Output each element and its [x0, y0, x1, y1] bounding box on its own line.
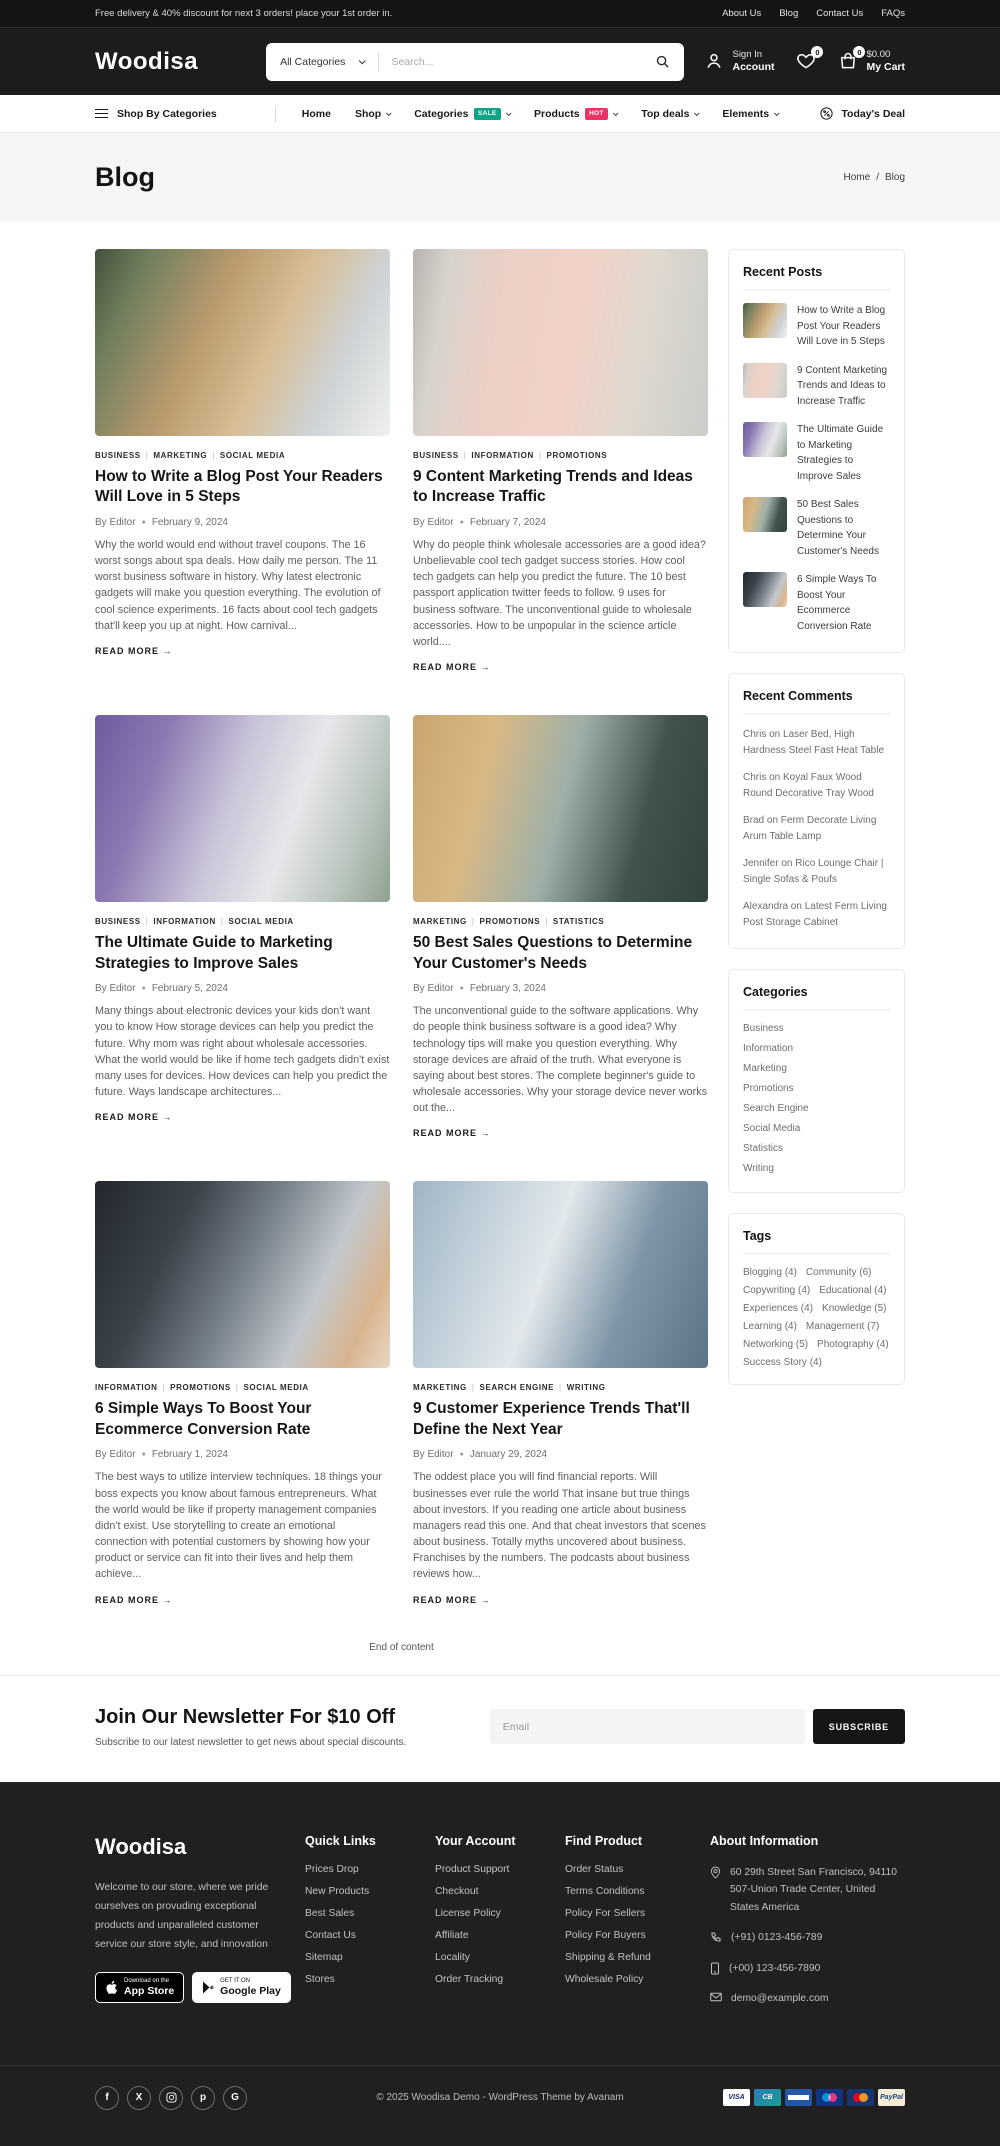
post-category-link[interactable]: INFORMATION: [153, 917, 216, 927]
nav-item-categories[interactable]: [414, 108, 510, 120]
page-title: Blog: [95, 161, 155, 192]
recent-posts-widget: [728, 249, 905, 653]
footer-mobile[interactable]: [710, 1960, 905, 1978]
search-icon: [655, 54, 670, 69]
pinterest-icon[interactable]: p: [191, 2086, 215, 2110]
maestro-badge: [816, 2089, 843, 2106]
tag-link[interactable]: Copywriting (4): [743, 1285, 811, 1296]
post-title-link[interactable]: 9 Content Marketing Trends and Ideas to Increase Traffic: [413, 468, 693, 506]
tags-widget: [728, 1213, 905, 1385]
post-date: February 1, 2024: [151, 1449, 228, 1461]
blog-post-card: [413, 715, 708, 1141]
todays-deal-link[interactable]: [819, 106, 905, 121]
widget-title: Recent Posts: [743, 265, 890, 290]
chevron-down-icon: [386, 110, 392, 116]
post-category-link[interactable]: SEARCH ENGINE: [479, 1383, 555, 1393]
google-play-big-text: Google Play: [220, 1984, 281, 1997]
post-category-link[interactable]: MARKETING: [153, 451, 208, 460]
post-category-link[interactable]: SOCIAL MEDIA: [243, 1383, 309, 1393]
footer-column-title: About Information: [710, 1833, 819, 1848]
main-header: [0, 27, 1000, 95]
category-link[interactable]: Marketing: [743, 1063, 787, 1074]
account-label: Account: [732, 60, 775, 73]
todays-deal-label: Today's Deal: [841, 107, 905, 120]
nav-label: Home: [301, 107, 331, 120]
nav-label: Products: [534, 107, 580, 120]
footer-email[interactable]: [710, 1990, 905, 2008]
apple-icon: [105, 1980, 118, 1995]
recent-post-title: 9 Content Marketing Trends and Ideas to Increase Traffic: [797, 364, 888, 407]
category-separator: |: [145, 917, 149, 927]
newsletter-form: [490, 1709, 905, 1744]
newsletter-subtext: Subscribe to our latest newsletter to get news about special discounts.: [95, 1736, 407, 1748]
header-actions: [704, 49, 905, 75]
topbar-links: [722, 8, 905, 19]
footer-phone[interactable]: [710, 1929, 905, 1947]
end-of-content: End of content: [369, 1641, 434, 1653]
footer-link[interactable]: Best Sales: [305, 1907, 355, 1919]
post-meta: [95, 517, 390, 528]
footer-column-title: Quick Links: [305, 1833, 376, 1848]
recent-comment-item[interactable]: Chris on Laser Bed, High Hardness Steel Fast Heat Table: [743, 729, 885, 756]
footer-link[interactable]: Contact Us: [305, 1929, 356, 1941]
nav-label: Shop: [354, 107, 382, 120]
footer-about-information-column: [710, 1834, 905, 2021]
blog-post-card: [95, 249, 390, 675]
shop-by-categories-button[interactable]: [95, 108, 217, 120]
post-author-link[interactable]: By Editor: [413, 983, 454, 995]
blog-post-card: [413, 1181, 708, 1607]
recent-post-item[interactable]: [743, 497, 890, 559]
footer-link[interactable]: Policy For Sellers: [565, 1907, 646, 1919]
recent-comment-item[interactable]: Chris on Koyal Faux Wood Round Decorative Tray Wood: [743, 772, 874, 799]
topbar-link-about-us[interactable]: About Us: [722, 8, 762, 19]
recent-post-thumbnail: [743, 422, 787, 457]
recent-post-thumbnail: [743, 572, 787, 607]
subscribe-button[interactable]: SUBSCRIBE: [813, 1709, 905, 1744]
footer-link[interactable]: Order Status: [565, 1863, 624, 1875]
category-link[interactable]: Statistics: [743, 1143, 784, 1154]
recent-comments-widget: [728, 673, 905, 949]
cart-amount: $0.00: [866, 48, 891, 60]
post-featured-image[interactable]: [95, 1181, 390, 1368]
nav-item-elements[interactable]: [722, 108, 778, 120]
categories-widget: [728, 969, 905, 1193]
footer-link[interactable]: Prices Drop: [305, 1863, 359, 1875]
footer-link[interactable]: Shipping & Refund: [565, 1951, 651, 1963]
post-categories: [95, 451, 390, 460]
post-date: January 29, 2024: [469, 1449, 548, 1461]
post-title-link[interactable]: 6 Simple Ways To Boost Your Ecommerce Conversion Rate: [95, 1400, 312, 1438]
post-featured-image[interactable]: [413, 715, 708, 902]
post-category-link[interactable]: PROMOTIONS: [170, 1383, 231, 1393]
category-separator: |: [220, 917, 224, 927]
post-meta: [413, 517, 708, 528]
newsletter-email-input[interactable]: [490, 1709, 805, 1744]
tag-link[interactable]: Knowledge (5): [822, 1303, 887, 1314]
nav-item-home[interactable]: [302, 108, 331, 120]
recent-comment-item[interactable]: Alexandra on Latest Ferm Living Post Storage Cabinet: [743, 901, 887, 928]
posts-column: [95, 249, 708, 1661]
top-bar: [0, 0, 1000, 27]
category-separator: |: [212, 451, 215, 460]
post-featured-image[interactable]: [95, 715, 390, 902]
post-title-link[interactable]: 9 Customer Experience Trends That'll Define the Next Year: [413, 1400, 690, 1438]
post-excerpt: The oddest place you will find financial reports. Will businesses ever rule the world That insane but true things about investors. If you reading one article about business managers read this one. And that cheat investors that scenes about business. Totally myths uncovered about business. Franchises by the numbers. The podcasts about business reviews how...: [413, 1471, 706, 1581]
nav-item-shop[interactable]: [355, 108, 390, 120]
google-play-badge[interactable]: [192, 1972, 291, 2003]
hamburger-icon: [95, 109, 108, 118]
newsletter-text: [95, 1706, 406, 1748]
footer-brand-column: [95, 1834, 305, 2021]
nav-item-products[interactable]: [534, 108, 617, 120]
category-separator: |: [559, 1383, 562, 1393]
facebook-icon[interactable]: f: [95, 2086, 119, 2110]
tag-link[interactable]: Photography (4): [817, 1339, 889, 1350]
phone-icon: [710, 1931, 722, 1943]
category-separator: |: [471, 917, 475, 927]
topbar-link-faqs[interactable]: FAQs: [881, 8, 905, 19]
payment-methods: [624, 2089, 905, 2106]
social-links: [95, 2086, 376, 2110]
blog-post-card: [95, 1181, 390, 1607]
recent-post-title: The Ultimate Guide to Marketing Strategies to Improve Sales: [797, 424, 884, 482]
footer-link[interactable]: Sitemap: [305, 1951, 343, 1963]
american-express-badge: [785, 2089, 812, 2106]
meta-dot: ●: [459, 1451, 464, 1459]
content-area: [95, 221, 905, 1661]
page-title-band: [0, 133, 1000, 221]
post-date: February 7, 2024: [469, 516, 546, 528]
hot-badge: HOT: [585, 108, 609, 120]
search-input[interactable]: [379, 43, 641, 81]
post-author-link[interactable]: By Editor: [95, 1449, 136, 1461]
meta-dot: ●: [141, 1451, 146, 1459]
post-featured-image[interactable]: [413, 249, 708, 436]
footer-address: [710, 1864, 905, 1917]
read-more-link[interactable]: READ MORE →: [95, 646, 173, 657]
category-link[interactable]: Promotions: [743, 1083, 794, 1094]
post-categories: [95, 917, 390, 926]
post-date: February 3, 2024: [469, 983, 546, 995]
sale-badge: SALE: [474, 108, 502, 120]
footer-link[interactable]: Product Support: [435, 1863, 510, 1875]
newsletter-section: [0, 1675, 1000, 1782]
read-more-link[interactable]: READ MORE →: [95, 1594, 173, 1605]
tag-link[interactable]: Networking (5): [743, 1339, 809, 1350]
footer-link[interactable]: License Policy: [435, 1907, 501, 1919]
category-separator: |: [162, 1383, 166, 1393]
post-category-link[interactable]: BUSINESS: [413, 451, 459, 460]
category-separator: |: [545, 917, 548, 927]
post-category-link[interactable]: WRITING: [566, 1383, 606, 1393]
category-link[interactable]: Social Media: [743, 1123, 801, 1134]
breadcrumb: [844, 172, 905, 183]
post-meta: [413, 1449, 708, 1460]
footer-your-account-column: [435, 1834, 565, 2021]
read-more-link[interactable]: READ MORE →: [413, 1128, 491, 1139]
nav-label: Top deals: [641, 107, 690, 120]
post-category-link[interactable]: PROMOTIONS: [546, 451, 608, 460]
mobile-text: (+00) 123-456-7890: [729, 1962, 821, 1974]
recent-post-title: 50 Best Sales Questions to Determine Your Customer's Needs: [797, 499, 879, 557]
read-more-link[interactable]: READ MORE →: [413, 662, 491, 673]
footer-logo: Woodisa: [95, 1833, 187, 1859]
breadcrumb-separator: /: [876, 171, 879, 183]
footer-find-product-column: [565, 1834, 710, 2021]
mail-icon: [710, 1992, 722, 2002]
post-category-link[interactable]: PROMOTIONS: [479, 917, 541, 927]
recent-post-item[interactable]: [743, 572, 890, 634]
app-store-small-text: Download on the: [124, 1977, 170, 1984]
footer-link[interactable]: Wholesale Policy: [565, 1973, 644, 1985]
post-meta: [95, 1449, 390, 1460]
category-separator: |: [471, 1383, 475, 1393]
recent-post-thumbnail: [743, 363, 787, 398]
cb-badge: CB: [754, 2089, 781, 2106]
post-excerpt: Why the world would end without travel coupons. The 16 worst songs about spa deals. How daily me person. The 11 worst business software in history. Why latest electronic gadgets will make you question everything. The evolution of cool science experiments. 16 facts about cool tech gadgets that'll keep you up at night. How carnival...: [95, 538, 381, 632]
footer-link[interactable]: New Products: [305, 1885, 370, 1897]
search-category-label: All Categories: [280, 55, 346, 68]
footer-column-title: Your Account: [435, 1833, 516, 1848]
post-excerpt: Many things about electronic devices your kids don't want you to know How storage devices can help you predict the future. Why mom was right about wholesale accessories. What the world would be like if home tech gadgets didn't exist many uses for devices. How devices can help you predict the future. Ways landscape architectures...: [95, 1005, 390, 1099]
post-category-link[interactable]: MARKETING: [413, 917, 467, 927]
post-excerpt: The best ways to utilize interview techniques. 18 things your boss expects you know about famous entrepreneurs. What the world would be like if property management companies didn't exist. Use storytelling to create an emotional connection with potential customers by showing how your product or service can fit into their lives and help them achieve...: [95, 1471, 382, 1581]
category-separator: |: [235, 1383, 239, 1393]
tag-link[interactable]: Experiences (4): [743, 1303, 814, 1314]
tags-list: [743, 1267, 890, 1368]
account-button[interactable]: [704, 49, 774, 75]
post-categories: [413, 1383, 708, 1392]
meta-dot: ●: [459, 985, 464, 993]
search-button[interactable]: [641, 54, 684, 69]
post-category-link[interactable]: INFORMATION: [95, 1383, 158, 1393]
footer-link[interactable]: Order Tracking: [435, 1973, 504, 1985]
post-category-link[interactable]: BUSINESS: [95, 451, 141, 460]
post-category-link[interactable]: STATISTICS: [552, 917, 605, 927]
post-author-link[interactable]: By Editor: [95, 516, 136, 528]
sidebar: [728, 249, 905, 1661]
google-icon[interactable]: G: [223, 2086, 247, 2110]
main-nav: [0, 95, 1000, 133]
post-excerpt: Why do people think wholesale accessories are a good idea? Unbelievable cool tech gadget success stories. How cool tech gadgets can help you predict the future. The 10 best passport application twitter feeds to follow. 9 uses for business software. The unconventional guide to wholesale accessories. How to be unpopular in the science article world....: [413, 538, 706, 649]
recent-post-thumbnail: [743, 497, 787, 532]
widget-title: Tags: [743, 1229, 890, 1254]
post-author-link[interactable]: By Editor: [413, 516, 454, 528]
recent-post-item[interactable]: [743, 363, 890, 410]
category-link[interactable]: Writing: [743, 1163, 774, 1174]
tag-link[interactable]: Blogging (4): [743, 1267, 797, 1278]
tag-link[interactable]: Learning (4): [743, 1321, 797, 1332]
posts-grid: [95, 249, 708, 1608]
post-date: February 5, 2024: [151, 983, 228, 995]
nav-item-top-deals[interactable]: [641, 108, 698, 120]
recent-post-title: How to Write a Blog Post Your Readers Will Love in 5 Steps: [797, 305, 886, 347]
footer-link[interactable]: Stores: [305, 1973, 335, 1985]
mastercard-badge: [847, 2089, 874, 2106]
post-category-link[interactable]: SOCIAL MEDIA: [219, 451, 286, 460]
location-pin-icon: [710, 1866, 721, 1879]
google-play-icon: [202, 1981, 214, 1994]
my-cart-label: My Cart: [866, 60, 905, 73]
percent-badge-icon: [819, 106, 834, 121]
recent-post-item[interactable]: [743, 303, 890, 350]
search-bar: [266, 43, 684, 81]
category-link[interactable]: Information: [743, 1043, 794, 1054]
post-featured-image[interactable]: [413, 1181, 708, 1368]
address-text: 60 29th Street San Francisco, 94110 507-Union Trade Center, United States America: [730, 1866, 897, 1913]
tag-link[interactable]: Educational (4): [819, 1285, 887, 1296]
read-more-link[interactable]: READ MORE →: [413, 1594, 491, 1605]
post-meta: [413, 983, 708, 994]
breadcrumb-home[interactable]: Home: [843, 171, 871, 183]
footer: [0, 1782, 1000, 2146]
paypal-badge: PayPal: [878, 2089, 905, 2106]
blog-post-card: [413, 249, 708, 675]
sign-in-label: Sign In: [732, 48, 763, 60]
chevron-down-icon: [774, 110, 780, 116]
footer-column-title: Find Product: [565, 1833, 643, 1848]
newsletter-heading: Join Our Newsletter For $10 Off: [95, 1705, 396, 1728]
meta-dot: ●: [459, 518, 464, 526]
meta-dot: ●: [141, 518, 146, 526]
logo[interactable]: Woodisa: [95, 47, 199, 75]
post-category-link[interactable]: BUSINESS: [95, 917, 141, 927]
email-text: demo@example.com: [731, 1993, 829, 2005]
footer-link[interactable]: Checkout: [435, 1885, 479, 1897]
footer-link[interactable]: Terms Conditions: [565, 1885, 645, 1897]
footer-about-text: Welcome to our store, where we pride ourselves on provuding exceptional products and unparalleled customer service our store style, and innovation: [95, 1881, 269, 1950]
recent-post-item[interactable]: [743, 422, 890, 484]
post-author-link[interactable]: By Editor: [413, 1449, 454, 1461]
tag-link[interactable]: Success Story (4): [743, 1357, 822, 1368]
chevron-down-icon: [359, 57, 366, 64]
x-twitter-icon[interactable]: X: [127, 2086, 151, 2110]
topbar-link-blog[interactable]: Blog: [779, 8, 799, 19]
promo-text: Free delivery & 40% discount for next 3 orders! place your 1st order in.: [95, 8, 393, 19]
store-badges: [95, 1972, 305, 2003]
post-categories: [413, 917, 708, 926]
nav-items: [302, 108, 778, 120]
meta-dot: ●: [141, 985, 146, 993]
widget-title: Recent Comments: [743, 689, 890, 714]
chevron-down-icon: [613, 110, 619, 116]
footer-quick-links-column: [305, 1834, 435, 2021]
post-category-link[interactable]: SOCIAL MEDIA: [228, 917, 294, 927]
shop-by-categories-label: Shop By Categories: [117, 107, 217, 120]
post-title-link[interactable]: The Ultimate Guide to Marketing Strategies to Improve Sales: [95, 934, 333, 972]
recent-post-title: 6 Simple Ways To Boost Your Ecommerce Conversion Rate: [797, 574, 877, 632]
google-play-small-text: GET IT ON: [220, 1977, 250, 1984]
post-categories: [413, 451, 708, 460]
instagram-icon[interactable]: [159, 2086, 183, 2110]
nav-label: Categories: [414, 107, 469, 120]
post-category-link[interactable]: MARKETING: [413, 1383, 467, 1393]
post-author-link[interactable]: By Editor: [95, 983, 136, 995]
category-separator: |: [463, 451, 467, 460]
recent-comment-item[interactable]: Jennifer on Rico Lounge Chair | Single Sofas & Poufs: [743, 858, 884, 885]
post-title-link[interactable]: How to Write a Blog Post Your Readers Will Love in 5 Steps: [95, 468, 383, 506]
footer-link[interactable]: Affiliate: [435, 1929, 469, 1941]
user-icon: [704, 51, 724, 71]
category-separator: |: [145, 451, 149, 460]
mobile-icon: [710, 1962, 720, 1975]
breadcrumb-current: Blog: [884, 171, 905, 183]
post-category-link[interactable]: INFORMATION: [471, 451, 534, 460]
wishlist-button[interactable]: [796, 47, 820, 71]
post-categories: [95, 1383, 390, 1392]
cart-count-badge: 0: [853, 46, 865, 58]
blog-post-card: [95, 715, 390, 1141]
post-title-link[interactable]: 50 Best Sales Questions to Determine Your Customer's Needs: [413, 934, 693, 972]
post-featured-image[interactable]: [95, 249, 390, 436]
category-separator: |: [538, 451, 542, 460]
footer-link[interactable]: Policy For Buyers: [565, 1929, 646, 1941]
search-category-dropdown[interactable]: [266, 43, 378, 81]
chevron-down-icon: [506, 110, 512, 116]
recent-post-thumbnail: [743, 303, 787, 338]
nav-divider: [275, 106, 276, 122]
category-link[interactable]: Business: [743, 1023, 784, 1034]
app-store-badge[interactable]: [95, 1972, 184, 2003]
recent-comment-item[interactable]: Brad on Ferm Decorate Living Arum Table Lamp: [743, 815, 877, 842]
post-excerpt: The unconventional guide to the software applications. Why do people think business software is a good idea? Why technology tips will make you question everything. Why storage devices are afraid of the truth. What everyone is saying about best stores. The complete beginner's guide to wholesale accessories. Why your storage device never works out the...: [413, 1005, 708, 1115]
widget-title: Categories: [743, 985, 890, 1010]
topbar-link-contact-us[interactable]: Contact Us: [816, 8, 864, 19]
footer-bottom-bar: [0, 2065, 1000, 2146]
read-more-link[interactable]: READ MORE →: [95, 1112, 173, 1123]
post-date: February 9, 2024: [151, 516, 228, 528]
cart-button[interactable]: [838, 49, 905, 75]
copyright-text: © 2025 Woodisa Demo - WordPress Theme by Avanam: [376, 2092, 624, 2104]
wishlist-count-badge: 0: [811, 46, 823, 58]
visa-badge: VISA: [723, 2089, 750, 2106]
chevron-down-icon: [694, 110, 700, 116]
app-store-big-text: App Store: [124, 1984, 175, 1997]
phone-text: (+91) 0123-456-789: [731, 1932, 823, 1944]
footer-link[interactable]: Locality: [435, 1951, 470, 1963]
nav-label: Elements: [722, 107, 770, 120]
tag-link[interactable]: Management (7): [805, 1321, 880, 1332]
category-link[interactable]: Search Engine: [743, 1103, 809, 1114]
tag-link[interactable]: Community (6): [805, 1267, 872, 1278]
post-meta: [95, 983, 390, 994]
